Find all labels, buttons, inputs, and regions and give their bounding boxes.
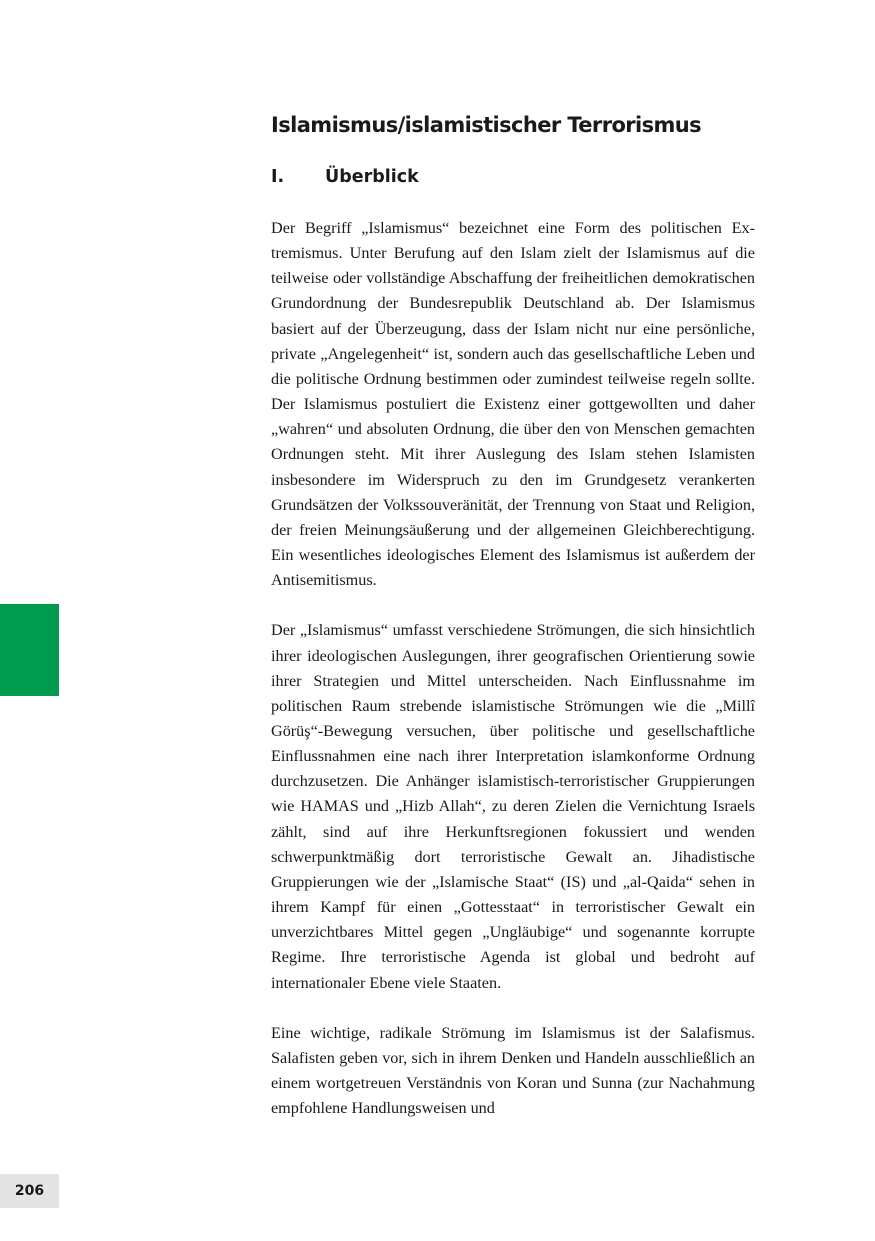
section-heading-text: Überblick	[325, 167, 419, 187]
page-number: 206	[0, 1174, 59, 1208]
section-number: I.	[271, 167, 285, 187]
paragraph-3: Eine wichtige, radikale Strömung im Islamismus ist der Salafismus. Salafisten geben vor, sich in ihrem Denken und Handeln ausschließlich an einem wortgetreuen Verständnis von Koran und Sunna (zur Nachahmung empfohlene Handlungsweisen und	[271, 1023, 755, 1118]
body-text	[271, 216, 755, 1146]
paragraph-1: Der Begriff „Islamismus“ bezeichnet eine Form des politischen Extremismus. Unter Berufung auf den Islam zielt der Islamismus auf die teilweise oder vollständige Abschaffung der freiheitlichen demokratischen Grundordnung der Bundesrepublik Deutschland ab. Der Islamismus basiert auf der Überzeugung, dass der Islam nicht nur eine persönliche, private „Angelegenheit“ ist, sondern auch das gesellschaftliche Leben und die politische Ordnung bestimmen oder zumindest teilweise regeln sollte. Der Islamismus postuliert die Existenz einer gottgewollten und daher „wahren“ und absoluten Ordnung, die über den von Menschen gemachten Ordnungen steht. Mit ihrer Auslegung des Islam stehen Islamisten insbesondere im Widerspruch zu den im Grundgesetz verankerten Grundsätzen der Volkssouveränität, der Trennung von Staat und Religion, der freien Meinungsäußerung und der allgemeinen Gleichberechtigung. Ein wesentliches ideologisches Element des Islamismus ist außerdem der Antisemitismus.	[271, 219, 755, 590]
chapter-color-tab	[0, 604, 59, 696]
paragraph-2: Der „Islamismus“ umfasst verschiedene Strömungen, die sich hinsichtlich ihrer ideologischen Auslegungen, ihrer geografischen Orientierung sowie ihrer Strategien und Mittel unterscheiden. Nach Einflussnahme im politischen Raum strebende islamistische Strömungen wie die „Millî Görüş“-Bewegung versuchen, über politische und gesellschaftliche Einflussnahmen eine nach ihrer Interpretation islamkonforme Ordnung durchzusetzen. Die Anhänger islamistisch-terroristischer Gruppierungen wie HAMAS und „Hizb Allah“, zu deren Zielen die Vernichtung Israels zählt, sind auf ihre Herkunftsregionen fokussiert und wenden schwerpunktmäßig dort terroristische Gewalt an. Jihadistische Gruppierungen wie der „Islamische Staat“ (IS) und „al-Qaida“ sehen in ihrem Kampf für einen „Gottesstaat“ in terroristischer Gewalt ein unverzichtbares Mittel gegen „Ungläubige“ und sogenannte korrupte Regime. Ihre terroristische Agenda ist global und bedroht auf internationaler Ebene viele Staaten.	[271, 621, 755, 992]
chapter-title: Islamismus/islamistischer Terrorismus	[271, 113, 702, 137]
section-heading	[271, 164, 419, 190]
